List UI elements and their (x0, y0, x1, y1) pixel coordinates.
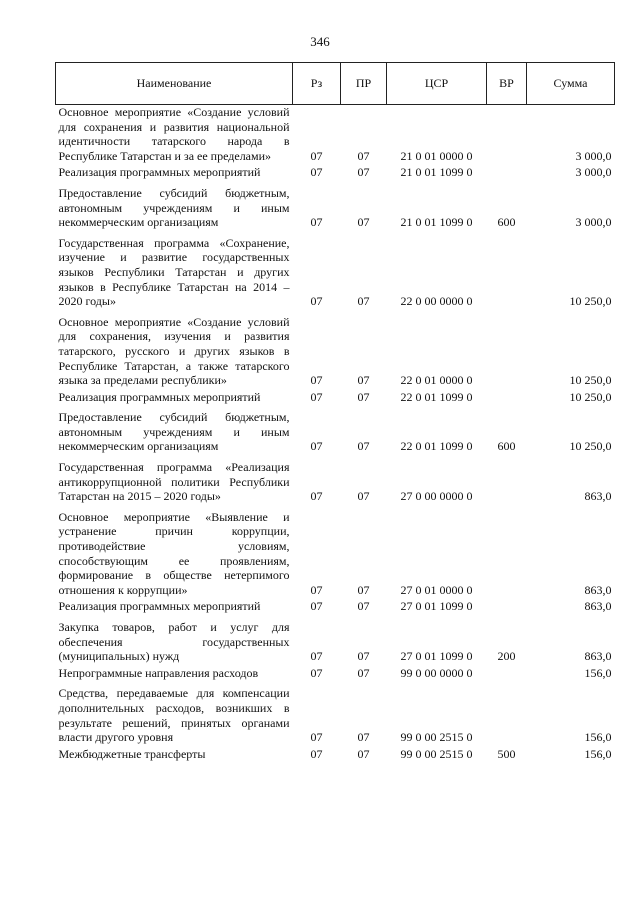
row-vr (487, 506, 527, 600)
row-pr: 07 (357, 730, 370, 745)
row-csr: 22 0 00 0000 0 (400, 294, 473, 309)
row-rz: 07 (310, 165, 323, 180)
header-rz: Рз (293, 63, 341, 105)
table-row (56, 599, 615, 616)
row-name: Закупка товаров, работ и услуг для обеспечения государственных (муниципальных) нужд (58, 620, 290, 664)
row-sum: 156,0 (584, 746, 612, 761)
row-name: Государственная программа «Реализация антикоррупционной политики Республики Татарстан на 2015 – 2020 годы» (58, 460, 290, 504)
table-row (56, 682, 615, 746)
row-vr (487, 311, 527, 390)
row-rz: 07 (310, 148, 323, 163)
table-row (56, 311, 615, 390)
row-csr: 21 0 01 1099 0 (400, 165, 473, 180)
row-pr: 07 (357, 649, 370, 664)
row-sum: 863,0 (584, 582, 612, 597)
row-pr: 07 (357, 148, 370, 163)
row-rz: 07 (310, 294, 323, 309)
row-rz: 07 (310, 730, 323, 745)
row-pr: 07 (357, 665, 370, 680)
row-vr (487, 232, 527, 311)
row-vr (487, 390, 527, 407)
table-row (56, 406, 615, 456)
row-rz: 07 (310, 389, 323, 404)
table-row (56, 390, 615, 407)
row-csr: 27 0 01 1099 0 (400, 599, 473, 614)
table-row (56, 165, 615, 182)
table-row (56, 232, 615, 311)
row-vr (487, 456, 527, 506)
header-pr: ПР (341, 63, 387, 105)
row-vr (487, 165, 527, 182)
page-number: 346 (310, 34, 330, 49)
row-name: Основное мероприятие «Создание условий для сохранения, изучения и развития татарского, русского и других языков в Республике Татарстан, а также татарского языка за пределами республики» (58, 314, 290, 388)
row-sum: 156,0 (584, 730, 612, 745)
row-vr: 200 (497, 649, 516, 664)
row-name: Предоставление субсидий бюджетным, автономным учреждениям и иным некоммерческим организациям (58, 410, 290, 454)
row-csr: 27 0 00 0000 0 (400, 489, 473, 504)
row-rz: 07 (310, 215, 323, 230)
table-header (56, 63, 615, 105)
row-vr (487, 599, 527, 616)
row-sum: 863,0 (584, 489, 612, 504)
row-sum: 863,0 (584, 599, 612, 614)
row-name: Средства, передаваемые для компенсации дополнительных расходов, возникших в результате решений, принятых органами власти другого уровня (58, 686, 290, 745)
row-name: Межбюджетные трансферты (58, 746, 206, 761)
row-name: Предоставление субсидий бюджетным, автономным учреждениям и иным некоммерческим организациям (58, 185, 290, 230)
row-name: Основное мероприятие «Выявление и устранение причин коррупции, противодействие условиям, способствующим ее проявлениям, формирование в обществе нетерпимого отношения к коррупции» (58, 509, 290, 597)
row-csr: 27 0 01 1099 0 (400, 649, 473, 664)
table-body (56, 105, 615, 764)
row-sum: 3 000,0 (575, 148, 612, 163)
row-vr: 600 (497, 439, 516, 454)
row-rz: 07 (310, 582, 323, 597)
row-csr: 22 0 01 1099 0 (400, 389, 473, 404)
table-row (56, 182, 615, 232)
table-row (56, 105, 615, 166)
header-sum: Сумма (527, 63, 615, 105)
row-sum: 10 250,0 (569, 439, 612, 454)
row-rz: 07 (310, 649, 323, 664)
header-name: Наименование (56, 63, 293, 105)
row-rz: 07 (310, 665, 323, 680)
row-vr: 600 (497, 215, 516, 230)
row-sum: 156,0 (584, 665, 612, 680)
row-rz: 07 (310, 489, 323, 504)
row-rz: 07 (310, 439, 323, 454)
table-row (56, 666, 615, 683)
row-csr: 22 0 01 1099 0 (400, 439, 473, 454)
row-name: Непрограммные направления расходов (58, 665, 259, 680)
row-pr: 07 (357, 582, 370, 597)
header-vr: ВР (487, 63, 527, 105)
row-csr: 21 0 01 0000 0 (400, 148, 473, 163)
row-sum: 10 250,0 (569, 373, 612, 388)
row-sum: 10 250,0 (569, 294, 612, 309)
row-csr: 99 0 00 2515 0 (400, 746, 473, 761)
row-vr (487, 105, 527, 166)
row-name: Реализация программных мероприятий (58, 389, 261, 404)
row-name: Реализация программных мероприятий (58, 165, 261, 180)
row-sum: 10 250,0 (569, 389, 612, 404)
row-vr: 500 (497, 746, 516, 761)
table-row (56, 616, 615, 666)
row-csr: 22 0 01 0000 0 (400, 373, 473, 388)
row-sum: 3 000,0 (575, 215, 612, 230)
row-pr: 07 (357, 439, 370, 454)
row-name: Основное мероприятие «Создание условий для сохранения и развития национальной идентичности татарского народа в Республике Татарстан и за ее пределами» (58, 105, 290, 163)
row-pr: 07 (357, 389, 370, 404)
budget-table (55, 62, 615, 763)
table-row (56, 506, 615, 600)
row-pr: 07 (357, 746, 370, 761)
row-vr (487, 682, 527, 746)
table-row (56, 747, 615, 764)
row-rz: 07 (310, 373, 323, 388)
row-sum: 863,0 (584, 649, 612, 664)
row-csr: 21 0 01 1099 0 (400, 215, 473, 230)
row-name: Государственная программа «Сохранение, изучение и развитие государственных языков Республики Татарстан и других языков в Республике Татарстан на 2014 – 2020 годы» (58, 235, 290, 309)
row-csr: 99 0 00 2515 0 (400, 730, 473, 745)
row-pr: 07 (357, 599, 370, 614)
row-pr: 07 (357, 489, 370, 504)
row-pr: 07 (357, 165, 370, 180)
row-rz: 07 (310, 599, 323, 614)
header-csr: ЦСР (387, 63, 487, 105)
table-row (56, 456, 615, 506)
row-vr (487, 666, 527, 683)
row-name: Реализация программных мероприятий (58, 599, 261, 614)
row-pr: 07 (357, 215, 370, 230)
row-csr: 99 0 00 0000 0 (400, 665, 473, 680)
row-pr: 07 (357, 294, 370, 309)
row-csr: 27 0 01 0000 0 (400, 582, 473, 597)
row-rz: 07 (310, 746, 323, 761)
row-sum: 3 000,0 (575, 165, 612, 180)
row-pr: 07 (357, 373, 370, 388)
